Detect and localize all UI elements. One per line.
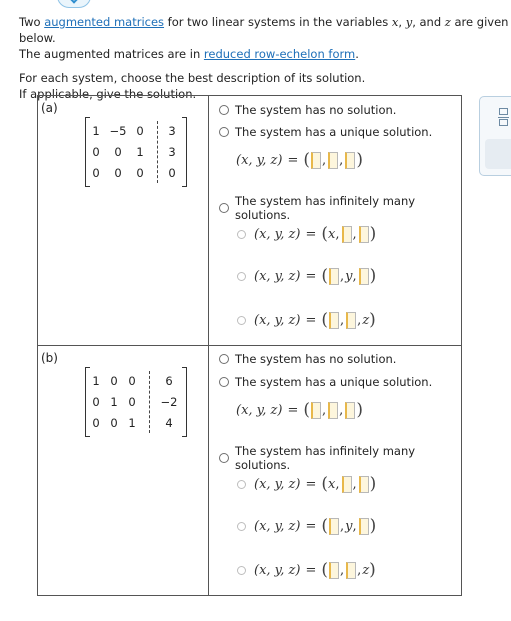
radio-button[interactable]	[219, 453, 229, 463]
rref-link[interactable]: reduced row-echelon form	[203, 47, 356, 61]
answer-box-y[interactable]	[328, 402, 338, 419]
matrix-entry: 6	[165, 374, 173, 388]
option-unique-solution[interactable]: The system has a unique solution.	[219, 125, 432, 139]
intro-line-3: For each system, choose the best description of its solution.	[19, 71, 366, 85]
matrix-cell-a	[38, 96, 209, 345]
matrix-row	[85, 371, 187, 391]
param-option-x-free[interactable]: (x, y, z) = ( x , , )	[237, 226, 376, 243]
matrix-cell-b	[38, 346, 209, 595]
answer-box-z[interactable]	[359, 476, 369, 493]
matrix-entry: 3	[168, 124, 176, 138]
systems-table	[37, 95, 462, 596]
matrix-entry: 1	[92, 374, 100, 388]
option-infinite-solutions[interactable]: The system has infinitely many solutions.	[219, 444, 461, 472]
instructions	[19, 14, 509, 102]
option-unique-solution[interactable]: The system has a unique solution.	[219, 375, 432, 389]
param-option-z-free[interactable]: (x, y, z) = ( , , z )	[237, 312, 376, 329]
radio-button[interactable]	[237, 316, 246, 325]
system-label: (b)	[41, 351, 58, 365]
radio-button[interactable]	[219, 127, 229, 137]
answer-box-x[interactable]	[311, 402, 321, 419]
radio-button[interactable]	[237, 480, 246, 489]
radio-button[interactable]	[237, 522, 246, 531]
augmented-matrix-b	[85, 367, 187, 437]
options-a	[210, 96, 461, 345]
answer-box-x[interactable]	[329, 518, 339, 535]
matrix-row	[85, 413, 187, 433]
answer-box-y[interactable]	[346, 562, 356, 579]
matrix-row	[85, 121, 187, 141]
param-option-y-free[interactable]: (x, y, z) = ( , y , )	[237, 268, 376, 285]
param-option-x-free[interactable]: (x, y, z) = ( x , , )	[237, 476, 376, 493]
matrix-entry: 0	[92, 166, 100, 180]
chevron-down-icon	[68, 0, 79, 4]
matrix-entry: 1	[92, 124, 100, 138]
matrix-entry: 0	[110, 374, 118, 388]
answer-box-z[interactable]	[345, 152, 355, 169]
radio-button[interactable]	[237, 566, 246, 575]
option-no-solution[interactable]: The system has no solution.	[219, 352, 396, 366]
answer-box-y[interactable]	[342, 226, 352, 243]
answer-box-x[interactable]	[329, 562, 339, 579]
answer-box-x[interactable]	[311, 152, 321, 169]
intro-line-4: If applicable, give the solution.	[19, 87, 197, 101]
radio-button[interactable]	[219, 203, 229, 213]
augmented-matrix-a	[85, 117, 187, 187]
options-b	[210, 346, 461, 595]
radio-button[interactable]	[237, 272, 246, 281]
system-b	[38, 346, 461, 595]
collapse-tab[interactable]	[57, 0, 91, 8]
radio-button[interactable]	[219, 354, 229, 364]
matrix-entry: −5	[109, 124, 127, 138]
matrix-row	[85, 392, 187, 412]
radio-button[interactable]	[237, 230, 246, 239]
matrix-entry: 0	[136, 166, 144, 180]
matrix-entry: 0	[128, 374, 136, 388]
matrix-entry: 3	[168, 145, 176, 159]
fraction-icon[interactable]	[499, 108, 509, 128]
system-label: (a)	[41, 101, 58, 115]
matrix-entry: 0	[168, 166, 176, 180]
matrix-entry: −2	[160, 395, 178, 409]
radio-button[interactable]	[219, 377, 229, 387]
matrix-entry: 0	[92, 145, 100, 159]
intro-line-2: The augmented matrices are in reduced row-echelon form.	[19, 47, 359, 61]
matrix-entry: 1	[128, 416, 136, 430]
math-palette[interactable]	[479, 96, 511, 176]
param-option-z-free[interactable]: (x, y, z) = ( , , z )	[237, 562, 376, 579]
answer-box-z[interactable]	[359, 268, 369, 285]
matrix-entry: 0	[114, 145, 122, 159]
param-option-y-free[interactable]: (x, y, z) = ( , y , )	[237, 518, 376, 535]
matrix-entry: 1	[110, 395, 118, 409]
answer-box-y[interactable]	[328, 152, 338, 169]
matrix-row	[85, 142, 187, 162]
option-infinite-solutions[interactable]: The system has infinitely many solutions.	[219, 194, 461, 222]
intro-line-1: Two augmented matrices for two linear systems in the variables x, y, and z are given below.	[19, 15, 509, 45]
augmented-matrices-link[interactable]: augmented matrices	[44, 15, 165, 29]
matrix-entry: 4	[165, 416, 173, 430]
radio-button[interactable]	[219, 105, 229, 115]
answer-box-x[interactable]	[329, 312, 339, 329]
matrix-entry: 0	[110, 416, 118, 430]
answer-box-x[interactable]	[329, 268, 339, 285]
matrix-entry: 1	[136, 145, 144, 159]
matrix-entry: 0	[128, 395, 136, 409]
answer-box-z[interactable]	[359, 226, 369, 243]
answer-box-z[interactable]	[345, 402, 355, 419]
matrix-entry: 0	[92, 395, 100, 409]
matrix-row	[85, 163, 187, 183]
system-a	[38, 96, 461, 346]
answer-box-y[interactable]	[342, 476, 352, 493]
answer-box-z[interactable]	[359, 518, 369, 535]
matrix-entry: 0	[114, 166, 122, 180]
option-no-solution[interactable]: The system has no solution.	[219, 103, 396, 117]
unique-solution-entry: (x, y, z) = ( , , )	[236, 150, 363, 170]
matrix-entry: 0	[136, 124, 144, 138]
matrix-entry: 0	[92, 416, 100, 430]
unique-solution-entry: (x, y, z) = ( , , )	[236, 400, 363, 420]
palette-button[interactable]	[485, 139, 511, 169]
answer-box-y[interactable]	[346, 312, 356, 329]
